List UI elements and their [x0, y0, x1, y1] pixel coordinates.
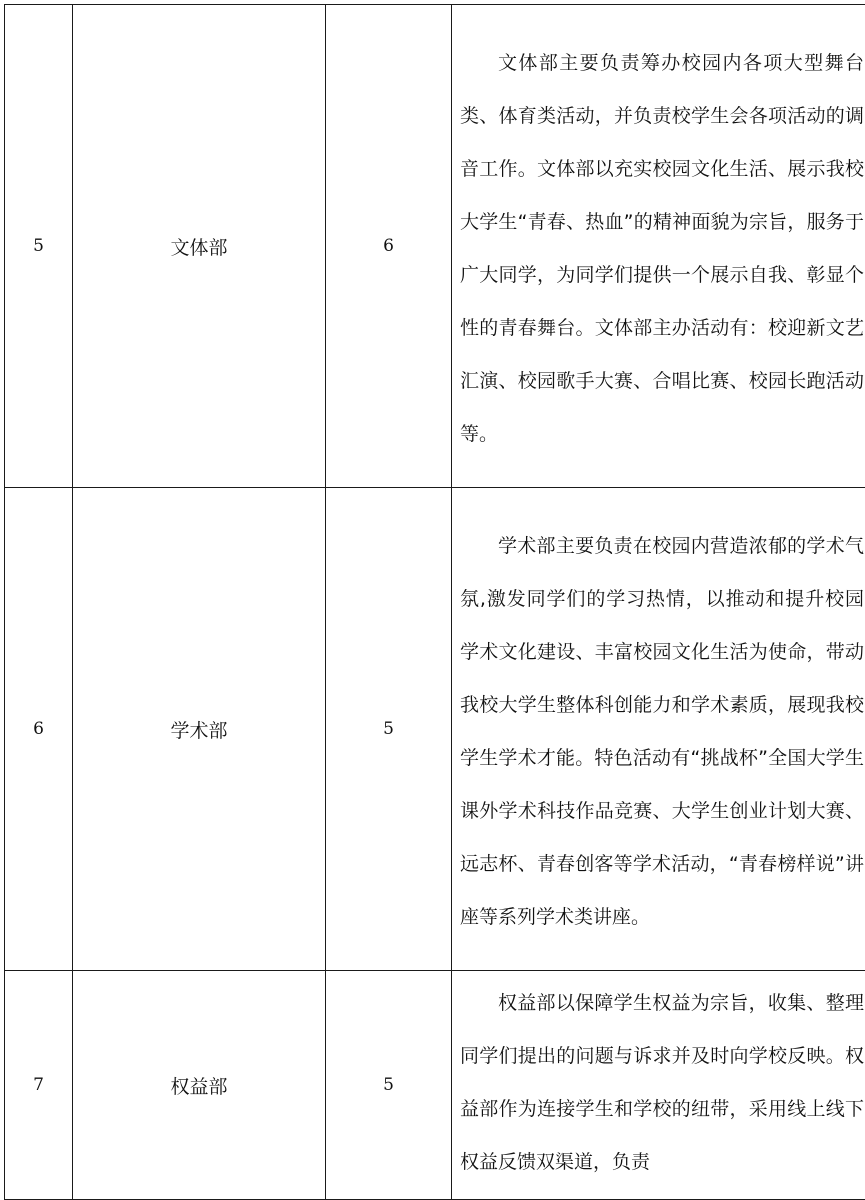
table-row — [5, 488, 865, 971]
row-index: 5 — [5, 5, 73, 488]
table-row — [5, 5, 865, 488]
department-name: 权益部 — [73, 971, 326, 1200]
department-name: 学术部 — [73, 488, 326, 971]
department-name: 文体部 — [73, 5, 326, 488]
department-description-cell — [452, 488, 865, 971]
department-description: 学术部主要负责在校园内营造浓郁的学术气氛,激发同学们的学习热情，以推动和提升校园学术文化建设、丰富校园文化生活为使命，带动我校大学生整体科创能力和学术素质，展现我校学生学术才能。特色活动有“挑战杯”全国大学生课外学术科技作品竞赛、大学生创业计划大赛、远志杯、青春创客等学术活动，“青春榜样说”讲座等系列学术类讲座。 — [460, 520, 864, 944]
department-description-cell — [452, 5, 865, 488]
department-description: 文体部主要负责筹办校园内各项大型舞台类、体育类活动，并负责校学生会各项活动的调音工作。文体部以充实校园文化生活、展示我校大学生“青春、热血”的精神面貌为宗旨，服务于广大同学，为同学们提供一个展示自我、彰显个性的青春舞台。文体部主办活动有：校迎新文艺汇演、校园歌手大赛、合唱比赛、校园长跑活动等。 — [460, 37, 864, 461]
member-count: 5 — [326, 971, 452, 1200]
table-row — [5, 971, 865, 1200]
row-index: 6 — [5, 488, 73, 971]
row-index: 7 — [5, 971, 73, 1200]
department-description-cell — [452, 971, 865, 1200]
department-table — [4, 4, 865, 1200]
member-count: 5 — [326, 488, 452, 971]
department-description: 权益部以保障学生权益为宗旨，收集、整理同学们提出的问题与诉求并及时向学校反映。权益部作为连接学生和学校的纽带，采用线上线下权益反馈双渠道，负责 — [460, 977, 864, 1189]
department-table-wrapper — [4, 4, 857, 1200]
member-count: 6 — [326, 5, 452, 488]
